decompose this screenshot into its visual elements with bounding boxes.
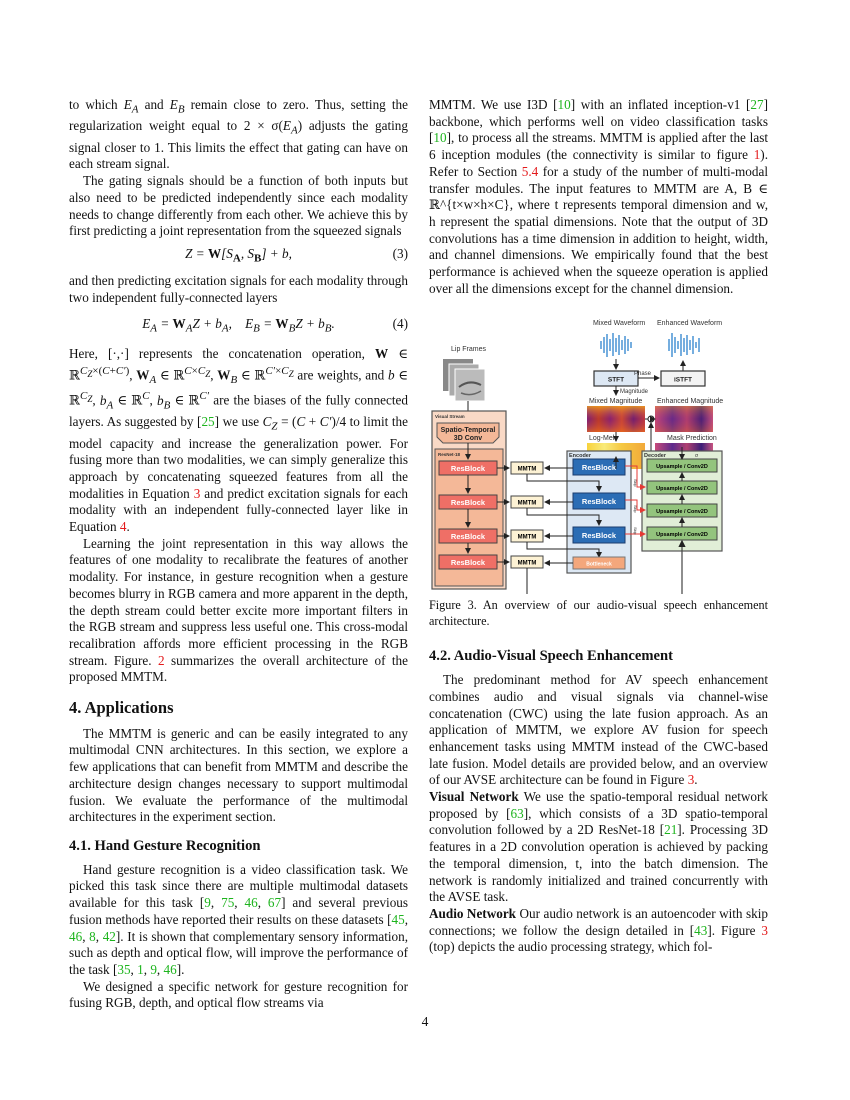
svg-text:ResBlock: ResBlock <box>581 497 617 507</box>
citation-link[interactable]: 1 <box>137 961 144 977</box>
figure-3-avse-architecture <box>429 309 768 594</box>
svg-text:Mixed Waveform: Mixed Waveform <box>593 320 646 328</box>
svg-text:Mixed Magnitude: Mixed Magnitude <box>589 398 643 406</box>
svg-text:ResBlock: ResBlock <box>450 498 486 508</box>
svg-text:Upsample / Conv2D: Upsample / Conv2D <box>656 486 708 493</box>
paragraph-excitation: and then predicting excitation signals for each modality through two independent fully-connected layers <box>69 273 408 305</box>
paragraph-avse-intro: The predominant method for AV speech enhancement combines audio and visual signals via channel-wise concatenation (CWC) using the late fusion approach. As an application of MMTM, we explore AV fusion for speech enhancement tasks using MMTM instead of the CWC-based late fusion. Model details are provided below, and an overview of our AVSE architecture can be found in Figure 3. <box>429 672 768 788</box>
svg-text:Enhanced Waveform: Enhanced Waveform <box>657 320 723 328</box>
svg-text:MMTM: MMTM <box>517 534 537 541</box>
paragraph-gating-signals: The gating signals should be a function of both inputs but also need to be predicted independently since each modality needs to change differently from each other. We achieve this by first predicting a joint representation from the squeezed signals <box>69 173 408 239</box>
citation-link[interactable]: 46 <box>69 928 83 944</box>
svg-text:Magnitude: Magnitude <box>620 389 649 396</box>
figure-ref-link[interactable]: 2 <box>157 652 165 668</box>
citation-link[interactable]: 35 <box>117 961 131 977</box>
figure-ref-link[interactable]: 3 <box>761 922 769 938</box>
svg-text:Bottleneck: Bottleneck <box>586 561 612 568</box>
section-heading-hand-gesture: 4.1. Hand Gesture Recognition <box>69 837 261 854</box>
citation-link[interactable]: 45 <box>391 911 405 927</box>
enhanced-waveform-icon <box>669 333 699 357</box>
svg-text:ResBlock: ResBlock <box>450 558 486 568</box>
citation-link[interactable]: 25 <box>201 414 215 430</box>
citation-link[interactable]: 75 <box>221 895 235 911</box>
equation-number: (4) <box>392 315 408 331</box>
svg-text:Mask Prediction: Mask Prediction <box>667 435 717 443</box>
citation-link[interactable]: 8 <box>89 928 96 944</box>
svg-text:ResBlock: ResBlock <box>581 463 617 473</box>
citation-link[interactable]: 43 <box>694 922 708 938</box>
svg-text:iSTFT: iSTFT <box>673 376 693 384</box>
svg-text:Upsample / Conv2D: Upsample / Conv2D <box>656 464 708 471</box>
svg-text:Visual Stream: Visual Stream <box>435 414 465 420</box>
left-column <box>69 97 408 1012</box>
svg-text:Enhanced Magnitude: Enhanced Magnitude <box>657 398 724 406</box>
svg-text:ResNet-18: ResNet-18 <box>438 452 461 458</box>
citation-link[interactable]: 9 <box>150 961 157 977</box>
equation-ref-link[interactable]: 3 <box>193 485 201 501</box>
svg-text:Upsample / Conv2D: Upsample / Conv2D <box>656 532 708 539</box>
citation-link[interactable]: 46 <box>163 961 177 977</box>
citation-link[interactable]: 9 <box>204 895 211 911</box>
citation-link[interactable]: 10 <box>557 97 571 112</box>
paragraph-hand-gesture: Hand gesture recognition is a video classification task. We picked this task since there are multiple multimodal datasets available for this task [9, 75, 46, 67] and several previous fusion methods have reported their results on these datasets [45, 46, 8, 42]. It is shown that complementary sensory information, such as depth and optical flow, will improve the performance of the task [35, 1, 9, 46]. <box>69 861 409 977</box>
svg-text:σ: σ <box>695 453 699 460</box>
paragraph-visual-network: Visual Network We use the spatio-temporal residual network proposed by [63], which consists of a 3D spatio-temporal convolution followed by a 2D ResNet-18 [21]. Processing 3D features in a 2D convolution operation is achieved by packing the temporal dimension, t, into the batch dimension. The network is randomly initialized and trained concurrently with the AVSE task. <box>429 789 768 905</box>
section-heading-applications: 4. Applications <box>69 698 174 718</box>
svg-text:Skip: Skip <box>633 527 638 536</box>
svg-text:MMTM: MMTM <box>517 560 537 567</box>
svg-text:Upsample / Conv2D: Upsample / Conv2D <box>656 509 708 516</box>
svg-text:Spatio-Temporal: Spatio-Temporal <box>440 427 496 435</box>
equation-number: (3) <box>392 245 408 261</box>
svg-text:Decoder: Decoder <box>644 453 667 460</box>
svg-text:•: • <box>650 417 652 423</box>
paragraph-audio-network: Audio Network Our audio network is an autoencoder with skip connections; we follow the design detailed in [43]. Figure 3 (top) depicts the audio processing strategy, which fol- <box>429 905 769 955</box>
right-column <box>429 97 768 956</box>
paragraph-network-design: We designed a specific network for gesture recognition for fusing RGB, depth, and optical flow streams via <box>69 978 408 1011</box>
svg-text:Skip: Skip <box>633 479 638 488</box>
section-heading-avse: 4.2. Audio-Visual Speech Enhancement <box>429 648 673 665</box>
lip-frames-image <box>443 359 485 401</box>
svg-text:Phase: Phase <box>634 371 652 378</box>
mixed-waveform-icon <box>601 333 631 357</box>
svg-text:Lip Frames: Lip Frames <box>451 346 487 354</box>
figure-ref-link[interactable]: 3 <box>687 772 695 788</box>
figure-caption: Figure 3. An overview of our audio-visual speech enhancement architecture. <box>429 598 768 628</box>
citation-link[interactable]: 46 <box>244 895 258 911</box>
paragraph-concatenation: Here, [·,·] represents the concatenation operation, W ∈ ℝ$^{C_Z\times(C+C')}$, $W_A$ ∈ ℝ$^{C\times C_Z}$, $W_B$ ∈ ℝ$^{C'\times C_Z}$ are weights, and b ∈ ℝ$^{C_Z}$, $b_A$ ∈ ℝ$^C$, $b_B$ ∈ ℝ$^{C'}$ are the biases of the fully connected layers. As suggested by [25] we use $C_Z = (C + C')/4$ to limit the model capacity and increase the generalization power. For fusing more than two modalities, we can simply generalize this approach by concatenating squeezed features from all the modalities in Equation 3 and predict excitation signals for each modality with an independent fully-connected layer like in Equation 4. <box>69 346 409 535</box>
svg-text:MMTM: MMTM <box>517 466 537 473</box>
svg-text:ResBlock: ResBlock <box>581 531 617 541</box>
svg-text:ResBlock: ResBlock <box>450 532 486 542</box>
paragraph-joint-representation: Learning the joint representation in this way allows the features of one modality to recalibrate the features of another modality. For instance, in gesture recognition when a gesture becomes blurry in RGB camera and more apparent in the depth, the depth stream could better excite more important filters in the RGB stream and suppress less useful one. This cross-modal recalibration affords more efficient processing in the RGB stream. Figure. 2 summarizes the overall architecture of the proposed MMTM. <box>69 535 408 685</box>
citation-link[interactable]: 67 <box>267 895 282 911</box>
citation-link[interactable]: 42 <box>102 928 116 944</box>
citation-link[interactable]: 21 <box>664 822 678 838</box>
svg-text:MMTM: MMTM <box>517 500 537 507</box>
svg-text:Encoder: Encoder <box>569 453 592 460</box>
paragraph-i3d: MMTM. We use I3D [10] with an inflated inception-v1 [27] backbone, which performs well on video classification tasks [10], to process all the streams. MMTM is applied after the last 6 inception modules (the connectivity is similar to figure 1). Refer to Section 5.4 for a study of the number of multi-modal transfer modules. The input features to MMTM are A, B ∈ ℝ^{t×w×h×C}, where t represents temporal dimension and w, h represent the spatial dimensions. Note that the output of 3D convolutions has a time dimension in addition to height, width, and channel dimensions. We empirically found that the best performance is achieved when the squeeze operation is applied over all the dimensions except for the channel dimension. <box>429 97 768 296</box>
citation-link[interactable]: 10 <box>433 130 447 146</box>
paragraph-gating-regularization: to which $E_A$ and $E_B$ remain close to zero. Thus, setting the regularization weight equal to $2 \times \sigma(E_A)$ adjusts the gating signal closer to 1. This limits the effect that gating can have on each stream signal. <box>69 97 408 172</box>
equation-4: $E_A = W_AZ + b_A$, $E_B = W_BZ + b_B$. (4) <box>142 315 408 335</box>
paragraph-applications: The MMTM is generic and can be easily integrated to any multimodal CNN architectures. In this section, we explore a few applications that can benefit from MMTM and describe the architecture design changes necessary to support multimodal fusion. We evaluate the performance of the multimodal architectures in the experiment section. <box>69 725 408 825</box>
equation-ref-link[interactable]: 4 <box>119 519 127 535</box>
section-ref-link[interactable]: 5.4 <box>521 163 539 179</box>
svg-text:ResBlock: ResBlock <box>450 464 486 474</box>
page-number: 4 <box>421 1014 429 1029</box>
citation-link[interactable]: 27 <box>750 97 764 112</box>
architecture-diagram <box>429 309 768 594</box>
svg-text:Log-Mel: Log-Mel <box>589 435 615 443</box>
svg-text:3D Conv: 3D Conv <box>453 435 483 443</box>
citation-link[interactable]: 63 <box>510 805 524 821</box>
run-in-heading-visual-network: Visual Network <box>429 789 519 805</box>
svg-text:Skip: Skip <box>633 505 638 514</box>
run-in-heading-audio-network: Audio Network <box>429 905 517 921</box>
svg-text:STFT: STFT <box>607 376 625 384</box>
figure-ref-link[interactable]: 1 <box>753 147 761 163</box>
equation-3: $Z = W[S_A$, $S_B] + b$, (3) <box>185 245 408 265</box>
